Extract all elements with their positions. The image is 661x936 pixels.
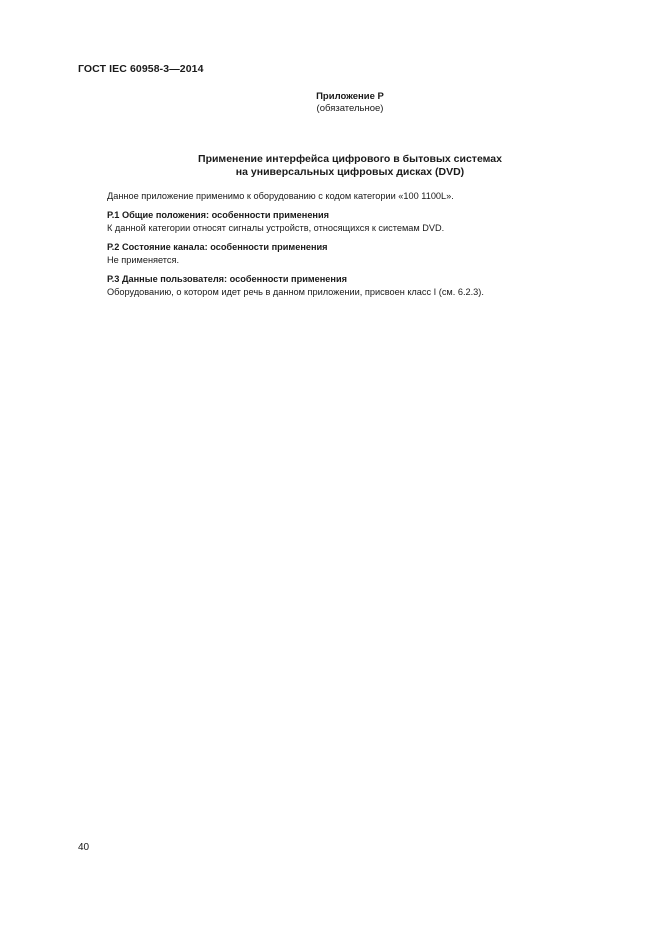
appendix-heading bbox=[0, 91, 661, 115]
section-heading: Р.3 Данные пользователя: особенности применения bbox=[107, 274, 347, 284]
standard-designation: ГОСТ IEC 60958-3—2014 bbox=[78, 63, 204, 75]
document-body bbox=[107, 190, 577, 305]
appendix-label: Приложение Р bbox=[316, 91, 384, 102]
appendix-status: (обязательное) bbox=[316, 103, 384, 114]
section-text: Оборудованию, о котором идет речь в данном приложении, присвоен класс I (см. 6.2.3). bbox=[107, 287, 484, 297]
section-heading: Р.2 Состояние канала: особенности применения bbox=[107, 242, 328, 252]
appendix-title-line-2: на универсальных цифровых дисках (DVD) bbox=[235, 165, 465, 178]
page-number: 40 bbox=[78, 842, 90, 853]
section-text: К данной категории относят сигналы устройств, относящихся к системам DVD. bbox=[107, 223, 445, 233]
appendix-title-line-1: Применение интерфейса цифрового в бытовых системах bbox=[198, 153, 502, 165]
intro-paragraph: Данное приложение применимо к оборудованию с кодом категории «100 1100L». bbox=[107, 191, 454, 201]
appendix-title bbox=[0, 153, 661, 178]
section-text: Не применяется. bbox=[107, 255, 180, 265]
section-heading: Р.1 Общие положения: особенности применения bbox=[107, 210, 329, 220]
